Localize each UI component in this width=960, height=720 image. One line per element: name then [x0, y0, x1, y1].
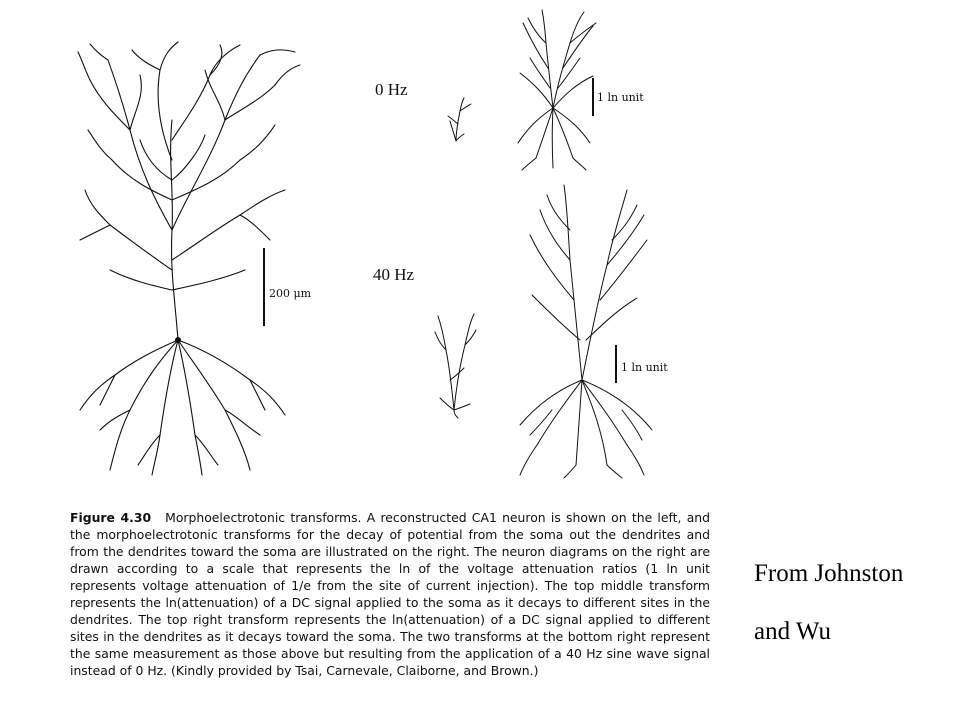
- transform-0hz-soma-out: [444, 96, 474, 146]
- caption-text: Morphoelectrotonic transforms. A reconstructed CA1 neuron is shown on the left, and the morphoelectrotonic transforms for the decay of potential from the soma out the dendrites and from the dendrites toward the soma are illustrated on the right. The neuron diagrams on the right are drawn according to a scale that represents the ln of the voltage attenuation ratios (1 ln unit represents voltage attenuation of 1/e from the site of current injection). The top middle transform represents the ln(attenuation) of a DC signal applied to the soma as it decays to different sites in the dendrites. The top right transform represents the ln(attenuation) of a DC signal applied to different sites in the dendrites as it decays toward the soma. The two transforms at the bottom right represent the same measurement as those above but resulting from the application of a 40 Hz sine wave signal instead of 0 Hz. (Kindly provided by Tsai, Carnevale, Claiborne, and Brown.): [70, 510, 710, 678]
- transform-40hz-toward-soma: [512, 180, 662, 480]
- source-credit: [754, 545, 903, 661]
- scale-bar-200um: [263, 248, 265, 326]
- figure-caption: [70, 509, 710, 679]
- scale-bar-ln-bottom: [615, 345, 617, 383]
- credit-line-1: From Johnston: [754, 560, 904, 587]
- transform-40hz-soma-out: [430, 310, 480, 420]
- credit-line-2: and Wu: [754, 618, 831, 645]
- scale-label-200um: 200 μm: [269, 287, 312, 300]
- scale-bar-ln-top: [592, 78, 594, 116]
- ca1-neuron-drawing: [60, 40, 320, 480]
- scale-label-ln-bottom: 1 ln unit: [621, 361, 668, 374]
- label-0hz: 0 Hz: [375, 80, 408, 99]
- figure-number: Figure 4.30: [70, 510, 152, 525]
- transform-0hz-toward-soma: [508, 8, 603, 173]
- label-40hz: 40 Hz: [373, 265, 415, 284]
- scale-label-ln-top: 1 ln unit: [597, 91, 644, 104]
